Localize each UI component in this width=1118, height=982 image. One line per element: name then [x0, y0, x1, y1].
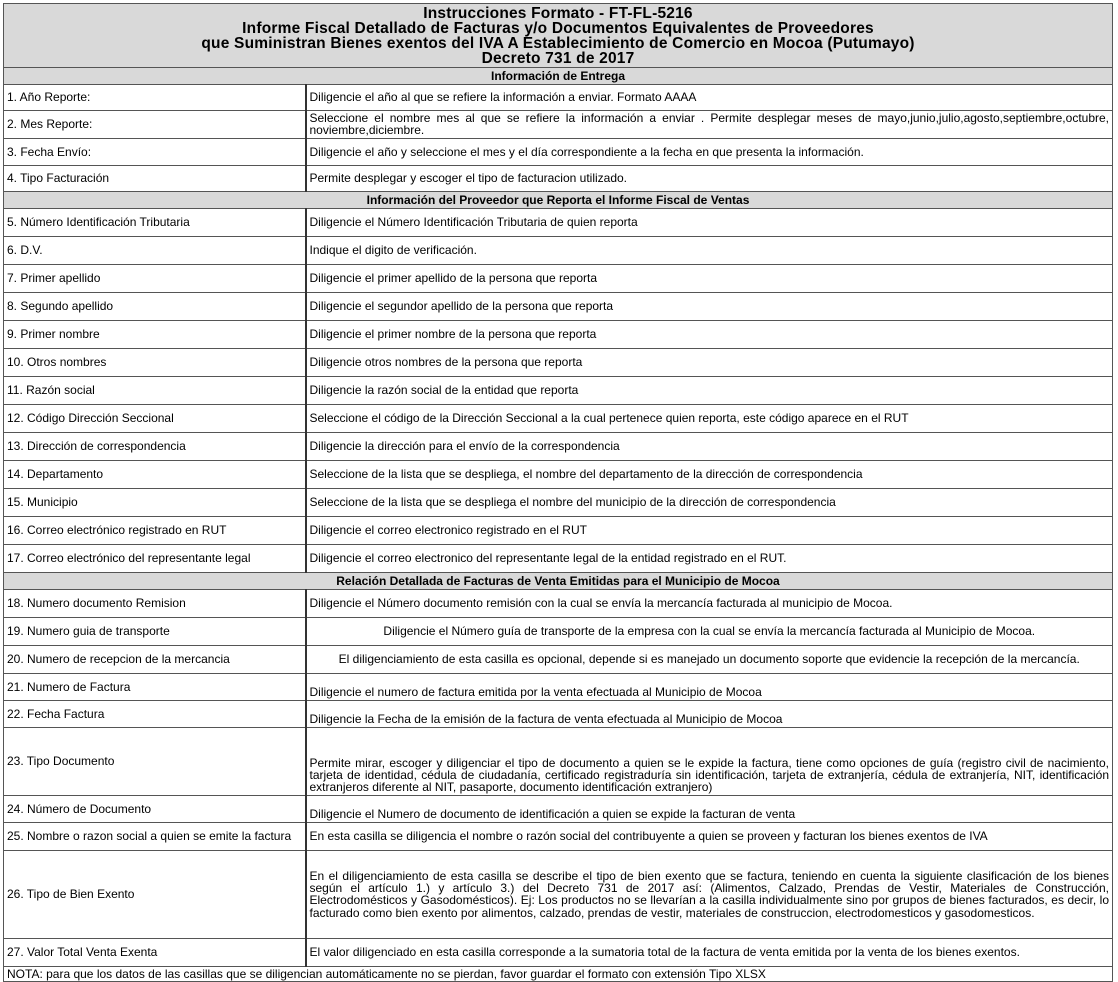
table-row: [4, 292, 1113, 320]
field-label: 1. Año Reporte:: [4, 85, 306, 111]
field-label: 22. Fecha Factura: [4, 700, 306, 727]
field-description: Diligencie la razón social de la entidad que reporta: [306, 376, 1113, 404]
table-row: [4, 938, 1113, 966]
field-description: Diligencie la dirección para el envío de la correspondencia: [306, 432, 1113, 460]
field-description: Seleccione el código de la Dirección Seccional a la cual pertenece quien reporta, este código aparece en el RUT: [306, 404, 1113, 432]
field-label: 16. Correo electrónico registrado en RUT: [4, 516, 306, 544]
field-label: 12. Código Dirección Seccional: [4, 404, 306, 432]
field-label: 14. Departamento: [4, 460, 306, 488]
table-row: [4, 700, 1113, 727]
table-row: [4, 460, 1113, 488]
format-note: NOTA: para que los datos de las casillas que se diligencian automáticamente no se pierdan, favor guardar el formato con extensión Tipo XLSX: [4, 966, 1113, 981]
field-label: 5. Número Identificación Tributaria: [4, 208, 306, 236]
field-label: 24. Número de Documento: [4, 795, 306, 822]
field-label: 8. Segundo apellido: [4, 292, 306, 320]
table-row: [4, 165, 1113, 191]
document-header: [3, 3, 1113, 67]
field-label: 6. D.V.: [4, 236, 306, 264]
field-description: Diligencie el año y seleccione el mes y el día correspondiente a la fecha en que presenta la información.: [306, 138, 1113, 165]
field-label: 15. Municipio: [4, 488, 306, 516]
instructions-sheet: [3, 3, 1113, 982]
field-label: 20. Numero de recepcion de la mercancia: [4, 645, 306, 673]
field-description: Permite desplegar y escoger el tipo de facturacion utilizado.: [306, 165, 1113, 191]
table-row: [4, 264, 1113, 292]
table-row: [4, 617, 1113, 645]
section-header-proveedor: Información del Proveedor que Reporta el Informe Fiscal de Ventas: [4, 191, 1113, 208]
field-description: Diligencie el numero de factura emitida por la venta efectuada al Municipio de Mocoa: [306, 673, 1113, 700]
field-label: 3. Fecha Envío:: [4, 138, 306, 165]
field-description: Diligencie el año al que se refiere la información a enviar. Formato AAAA: [306, 85, 1113, 111]
field-label: 18. Numero documento Remision: [4, 589, 306, 617]
field-label: 26. Tipo de Bien Exento: [4, 850, 306, 938]
field-label: 11. Razón social: [4, 376, 306, 404]
field-description: En esta casilla se diligencia el nombre o razón social del contribuyente a quien se proveen y facturan los bienes exentos de IVA: [306, 822, 1113, 850]
field-label: 13. Dirección de correspondencia: [4, 432, 306, 460]
instructions-table: [3, 67, 1113, 982]
table-row: [4, 236, 1113, 264]
section-header-entrega: Información de Entrega: [4, 68, 1113, 85]
field-label: 2. Mes Reporte:: [4, 111, 306, 139]
table-row: [4, 320, 1113, 348]
table-row: [4, 488, 1113, 516]
field-label: 10. Otros nombres: [4, 348, 306, 376]
table-row: [4, 795, 1113, 822]
table-row: [4, 138, 1113, 165]
field-description: Diligencie el primer nombre de la persona que reporta: [306, 320, 1113, 348]
table-row: [4, 822, 1113, 850]
table-row: [4, 516, 1113, 544]
table-row: [4, 673, 1113, 700]
header-subtitle-2: que Suministran Bienes exentos del IVA A Establecimiento de Comercio en Mocoa (Putumayo): [201, 35, 915, 52]
field-description: Diligencie el correo electronico registrado en el RUT: [306, 516, 1113, 544]
table-row: [4, 850, 1113, 938]
field-description: Diligencie otros nombres de la persona que reporta: [306, 348, 1113, 376]
table-row: [4, 85, 1113, 111]
field-description: Diligencie el correo electronico del representante legal de la entidad registrado en el RUT.: [306, 544, 1113, 572]
field-description: Diligencie el Número documento remisión con la cual se envía la mercancía facturada al municipio de Mocoa.: [306, 589, 1113, 617]
table-row: [4, 404, 1113, 432]
section-header-relacion: Relación Detallada de Facturas de Venta Emitidas para el Municipio de Mocoa: [4, 572, 1113, 589]
table-row: [4, 544, 1113, 572]
header-decree: Decreto 731 de 2017: [481, 50, 635, 67]
field-description: Seleccione el nombre mes al que se refiere la información a enviar . Permite desplegar meses de mayo,junio,julio,agosto,septiembre,octubre, noviembre,diciembre.: [306, 111, 1113, 139]
table-row: [4, 727, 1113, 795]
table-row: [4, 645, 1113, 673]
field-description: Seleccione de la lista que se despliega, el nombre del departamento de la dirección de correspondencia: [306, 460, 1113, 488]
field-label: 7. Primer apellido: [4, 264, 306, 292]
field-description: Indique el digito de verificación.: [306, 236, 1113, 264]
table-row: [4, 376, 1113, 404]
field-description: Diligencie el segundor apellido de la persona que reporta: [306, 292, 1113, 320]
table-row: [4, 208, 1113, 236]
table-row: [4, 348, 1113, 376]
header-subtitle-1: Informe Fiscal Detallado de Facturas y/o Documentos Equivalentes de Proveedores: [242, 20, 874, 37]
header-title: Instrucciones Formato - FT-FL-5216: [423, 5, 693, 22]
table-row: [4, 589, 1113, 617]
field-label: 27. Valor Total Venta Exenta: [4, 938, 306, 966]
field-description: Diligencie el Número guía de transporte de la empresa con la cual se envía la mercancía facturada al Municipio de Mocoa.: [306, 617, 1113, 645]
field-label: 25. Nombre o razon social a quien se emite la factura: [4, 822, 306, 850]
field-label: 4. Tipo Facturación: [4, 165, 306, 191]
field-description: Seleccione de la lista que se despliega el nombre del municipio de la dirección de correspondencia: [306, 488, 1113, 516]
table-row: [4, 432, 1113, 460]
table-row: [4, 111, 1113, 139]
field-description: Diligencie el primer apellido de la persona que reporta: [306, 264, 1113, 292]
field-label: 17. Correo electrónico del representante legal: [4, 544, 306, 572]
field-label: 23. Tipo Documento: [4, 727, 306, 795]
field-label: 9. Primer nombre: [4, 320, 306, 348]
field-description: Diligencie el Número Identificación Tributaria de quien reporta: [306, 208, 1113, 236]
field-label: 19. Numero guia de transporte: [4, 617, 306, 645]
field-label: 21. Numero de Factura: [4, 673, 306, 700]
field-description: El valor diligenciado en esta casilla corresponde a la sumatoria total de la factura de venta emitida por la venta de los bienes exentos.: [306, 938, 1113, 966]
field-description: Permite mirar, escoger y diligenciar el tipo de documento a quien se le expide la factura, tiene como opciones de guía (registro civil de nacimiento, tarjeta de identidad, cédula de ciudadanía, certificado registraduría sin identificación, tarjeta de extranjería, cédula de extranjería, NIT, identificación extranjeros diferente al NIT, pasaporte, documento identificación extranjero): [306, 727, 1113, 795]
field-description: Diligencie la Fecha de la emisión de la factura de venta efectuada al Municipio de Mocoa: [306, 700, 1113, 727]
field-description: Diligencie el Numero de documento de identificación a quien se expide la facturan de venta: [306, 795, 1113, 822]
field-description: El diligenciamiento de esta casilla es opcional, depende si es manejado un documento soporte que evidencie la recepción de la mercancía.: [306, 645, 1113, 673]
field-description: En el diligenciamiento de esta casilla se describe el tipo de bien exento que se factura, teniendo en cuenta la siguiente clasificación de los bienes según el artículo 1.) y artículo 3.) del Decreto 731 de 2017 así: (Alimentos, Calzado, Prendas de Vestir, Materiales de Construcción, Electrodomésticos y Gasodomésticos). Ej: Los productos no se llevarían a la casilla individualmente sino por grupos de bienes facturados, es decir, lo facturado como bien exento por alimentos, calzado, prendas de vestir, materiales de construccion, electrodomesticos y gasodomesticos.: [306, 850, 1113, 938]
